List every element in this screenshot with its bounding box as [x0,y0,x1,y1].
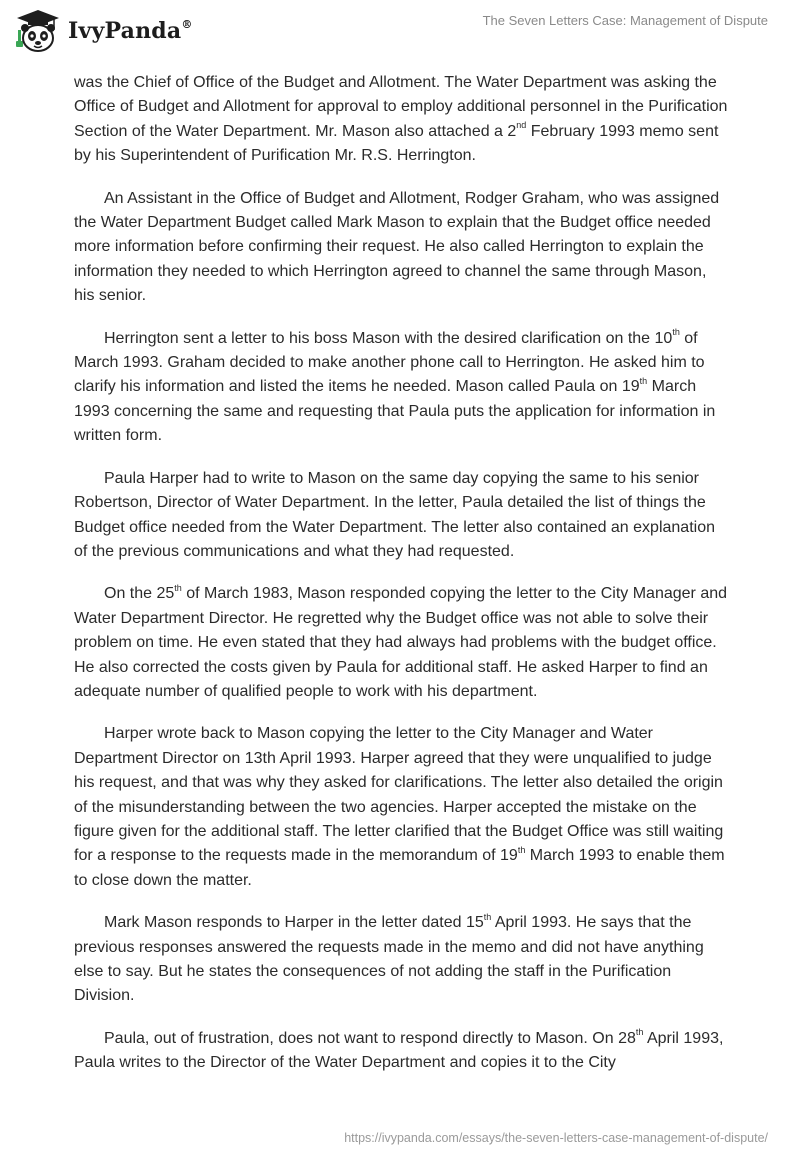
page-header [0,0,800,70]
ordinal-suffix: th [672,327,680,338]
ordinal-suffix: th [517,845,526,856]
paragraph: Paula Harper had to write to Mason on the same day copying the same to his senior Robertson, Director of Water Department. In the letter, Paula detailed the list of things the Budget office needed from the Water Department. The letter also contained an explanation of the previous communications and what they had requested. [74,469,715,560]
paragraph: Herrington sent a letter to his boss Mason with the desired clarification on the 10th of March 1993. Graham decided to make another phone call to Herrington. He asked him to clarify his information and listed the items he needed. Mason called Paula on 19th March 1993 concerning the same and requesting that Paula puts the application for information in written form. [74,327,716,445]
ordinal-suffix: th [635,1027,644,1038]
brand-name: IvyPanda® [68,17,193,44]
paragraph: Harper wrote back to Mason copying the letter to the City Manager and Water Department Director on 13th April 1993. Harper agreed that they were unqualified to judge his request, and that was why they asked for clarifications. The letter also detailed the origin of the misunderstanding between the two agencies. Harper accepted the mistake on the figure given for the additional staff. The letter clarified that the Budget Office was still waiting for a response to the requests made in the memorandum of 19th March 1993 to enable them to close down the matter. [74,725,725,889]
source-url[interactable]: https://ivypanda.com/essays/the-seven-letters-case-management-of-dispute/ [344,1131,768,1145]
ordinal-suffix: nd [516,120,527,131]
ordinal-suffix: th [483,911,492,922]
document-title: The Seven Letters Case: Management of Dispute [482,13,768,28]
ordinal-suffix: th [174,582,182,593]
paragraph: Paula, out of frustration, does not want to respond directly to Mason. On 28th April 1993, Paula writes to the Director of the Water Department and copies it to the City [74,1027,724,1072]
ordinal-suffix: th [639,376,648,387]
essay-body [74,71,730,1094]
panda-graduate-icon [14,8,62,54]
paragraph: Mark Mason responds to Harper in the letter dated 15th April 1993. He says that the previous responses answered the requests made in the memo and did not have anything else to say. But he states the consequences of not adding the staff in the Purification Division. [74,911,704,1005]
paragraph: An Assistant in the Office of Budget and Allotment, Rodger Graham, who was assigned the Water Department Budget called Mark Mason to explain that the Budget office needed more information before confirming their request. He also called Herrington to explain the information they needed to which Herrington agreed to channel the same through Mason, his senior. [74,189,720,305]
brand-logo[interactable] [14,8,193,54]
paragraph: was the Chief of Office of the Budget and Allotment. The Water Department was asking the Office of Budget and Allotment for approval to employ additional personnel in the Purification Section of the Water Department. Mr. Mason also attached a 2nd February 1993 memo sent by his Superintendent of Purification Mr. R.S. Herrington. [74,74,728,165]
paragraph: On the 25th of March 1983, Mason responded copying the letter to the City Manager and Water Department Director. He regretted why the Budget office was not able to solve their problem on time. He even stated that they had always had problems with the budget office. He also corrected the costs given by Paula for additional staff. He asked Harper to find an adequate number of qualified people to work with his department. [74,582,728,700]
